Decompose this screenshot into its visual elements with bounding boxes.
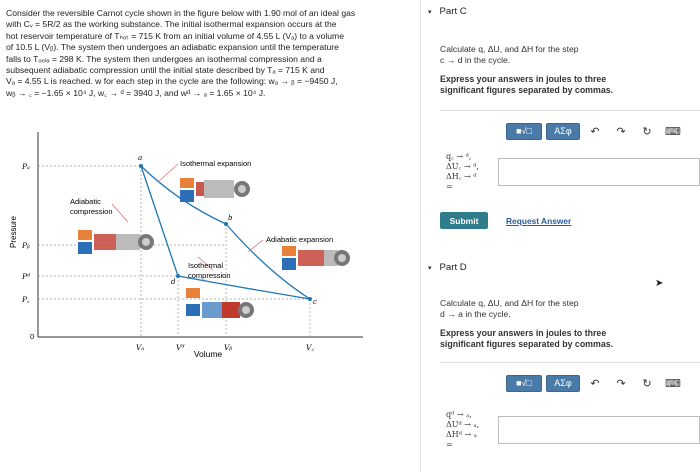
- part-d-instructions: [440, 298, 680, 320]
- greek-symbols-button[interactable]: AΣφ: [546, 375, 580, 392]
- y-axis-label: Pressure: [9, 215, 18, 249]
- problem-line: hot reservoir temperature of Tₕₒₜ = 715 K from an initial volume of 4.55 L (Vₐ) to a volume: [6, 30, 344, 41]
- carnot-cycle-figure: [8, 122, 413, 467]
- piston-icon: [282, 246, 350, 270]
- part-d-answer-labels: [446, 410, 479, 450]
- request-answer-link[interactable]: Request Answer: [506, 216, 572, 226]
- problem-text: [6, 8, 414, 99]
- greek-symbols-button[interactable]: AΣφ: [546, 123, 580, 140]
- y-tick-pb: Pᵦ: [22, 241, 30, 250]
- part-c-express: [440, 74, 680, 96]
- point-c: c: [313, 298, 317, 306]
- reset-icon[interactable]: ↻: [642, 377, 652, 390]
- part-d-step-line: d → a in the cycle.: [440, 309, 511, 319]
- part-c-calc-line: Calculate q, ΔU, and ΔH for the step: [440, 44, 579, 54]
- collapse-caret-icon[interactable]: ▾: [428, 9, 432, 16]
- q-label: qᵈ → ₐ,: [446, 410, 472, 419]
- part-d-express-line: significant figures separated by commas.: [440, 339, 614, 349]
- problem-line: of 10.5 L (Vᵦ). The system then undergoes an adiabatic expansion until the temperature: [6, 42, 339, 53]
- part-c-title: Part C: [439, 6, 467, 17]
- problem-line: subsequent adiabatic compression until the initial state described by Tₐ = 715 K and: [6, 65, 325, 76]
- equals-label: =: [446, 182, 453, 191]
- redo-icon[interactable]: ↷: [616, 377, 626, 390]
- part-d-express-line: Express your answers in joules to three: [440, 328, 607, 338]
- math-template-button[interactable]: ■√□: [506, 375, 542, 392]
- pane-divider: [420, 0, 421, 472]
- submit-button[interactable]: Submit: [440, 212, 488, 229]
- label-isothermal-expansion: Isothermal expansion: [180, 159, 252, 168]
- x-tick-vd: Vᵈ: [176, 343, 185, 352]
- keyboard-icon[interactable]: ⌨: [665, 125, 681, 138]
- problem-line: Vₐ = 4.55 L is reached. w for each step in the cycle are the following: wₐ → ᵦ = −9450 J,: [6, 76, 338, 87]
- collapse-caret-icon[interactable]: ▾: [428, 265, 432, 272]
- part-c-answer-row: [442, 152, 700, 190]
- y-tick-pd: Pᵈ: [22, 272, 31, 281]
- x-tick-vb: Vᵦ: [224, 343, 233, 352]
- part-c-answer-input[interactable]: [498, 158, 700, 186]
- part-d-calc-line: Calculate q, ΔU, and ΔH for the step: [440, 298, 579, 308]
- part-c-express-line: Express your answers in joules to three: [440, 74, 607, 84]
- q-label: q꜀ → ᵈ,: [446, 152, 472, 161]
- math-template-button[interactable]: ■√□: [506, 123, 542, 140]
- x-tick-va: Vₐ: [136, 343, 145, 352]
- y-tick-pc: P꜀: [22, 295, 30, 304]
- piston-icon: [186, 288, 254, 318]
- x-tick-vc: V꜀: [306, 343, 315, 352]
- label-adiabatic-compression-1: Adiabatic: [70, 197, 101, 206]
- part-c-step-line: c → d in the cycle.: [440, 55, 511, 65]
- label-isothermal-compression-2: compression: [188, 271, 231, 280]
- part-c-express-line: significant figures separated by commas.: [440, 85, 614, 95]
- problem-line: with Cᵥ = 5R/2 as the working substance. The initial isothermal expansion occurs at the: [6, 19, 337, 30]
- mouse-cursor-icon: ➤: [655, 278, 664, 289]
- label-isothermal-compression-1: Isothermal: [188, 261, 224, 270]
- part-c-toolbar: [506, 120, 684, 142]
- part-c-answer-labels: [446, 152, 479, 192]
- answer-pane: [422, 0, 700, 472]
- point-d: d: [171, 278, 176, 286]
- equals-label: =: [446, 440, 453, 449]
- part-d-answer-input[interactable]: [498, 416, 700, 444]
- label-adiabatic-compression-2: compression: [70, 207, 113, 216]
- answer-box-border: [440, 110, 700, 111]
- du-label: ΔUᵈ → ₐ,: [446, 420, 480, 429]
- part-d-toolbar: [506, 372, 684, 394]
- problem-line: Consider the reversible Carnot cycle shown in the figure below with 1.90 mol of an ideal gas: [6, 8, 356, 18]
- origin-label: 0: [30, 332, 35, 341]
- point-b: b: [228, 214, 233, 222]
- undo-icon[interactable]: ↶: [590, 377, 600, 390]
- part-d-express: [440, 328, 680, 350]
- y-tick-pa: Pₐ: [22, 162, 30, 171]
- point-a: a: [138, 154, 143, 162]
- redo-icon[interactable]: ↷: [616, 125, 626, 138]
- undo-icon[interactable]: ↶: [590, 125, 600, 138]
- piston-icon: [78, 230, 154, 254]
- part-d-answer-row: [442, 410, 700, 448]
- reset-icon[interactable]: ↻: [642, 125, 652, 138]
- part-c-instructions: [440, 44, 680, 66]
- problem-line: wᵦ → ꜀ = −1.65 × 10⁴ J, w꜀ → ᵈ = 3940 J, and wᵈ → ₐ = 1.65 × 10⁴ J.: [6, 87, 266, 98]
- part-d-title: Part D: [439, 262, 467, 273]
- part-c-header[interactable]: [428, 6, 467, 17]
- piston-icon: [180, 178, 250, 202]
- problem-line: falls to Tₒₒₗₔ = 298 K. The system then undergoes an isothermal compression and a: [6, 53, 322, 64]
- du-label: ΔU꜀ → ᵈ,: [446, 162, 479, 171]
- dh-label: ΔHᵈ → ₐ: [446, 430, 477, 439]
- dh-label: ΔH꜀ → ᵈ: [446, 172, 477, 181]
- x-axis-label: Volume: [193, 349, 223, 359]
- label-adiabatic-expansion: Adiabatic expansion: [266, 235, 334, 244]
- answer-box-border: [440, 362, 700, 363]
- keyboard-icon[interactable]: ⌨: [665, 377, 681, 390]
- part-d-header[interactable]: [428, 262, 467, 273]
